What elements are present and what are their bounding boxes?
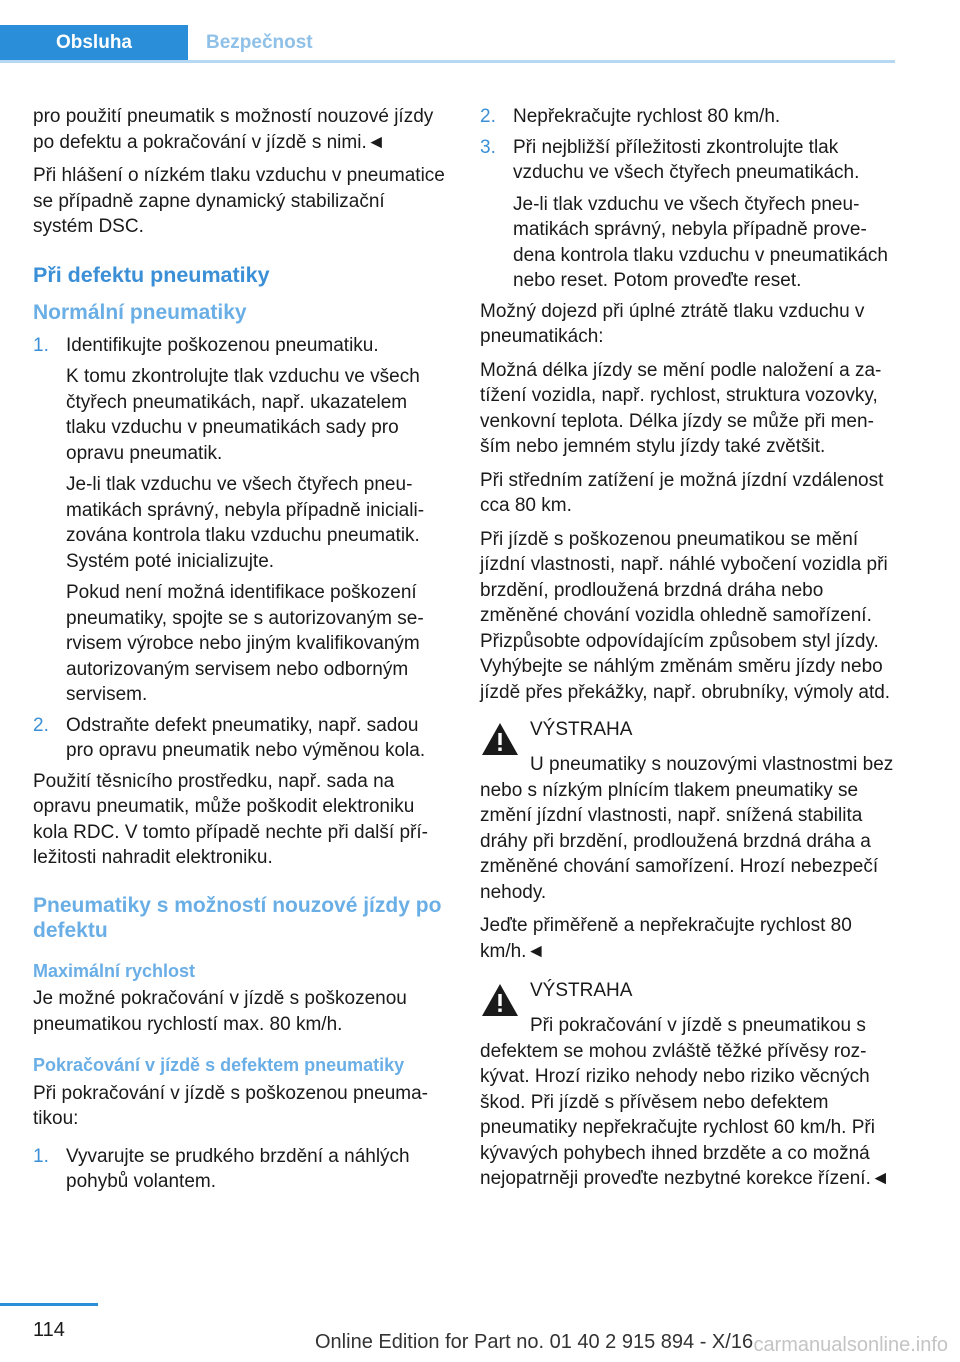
list-item-text: Nepřekračujte rychlost 80 km/h.	[513, 106, 781, 127]
list-item-text: Je-li tlak vzduchu ve všech čtyřech pneumatikách správný, nebyla případně provedena kontrola tlaku vzduchu v pneumatikách nebo reset. Potom proveďte reset.	[513, 193, 888, 291]
list-item-body	[66, 1144, 445, 1195]
list-item-body	[513, 104, 896, 130]
page-number: 114	[33, 1319, 65, 1341]
max-speed-paragraph: Je možné pokračování v jízdě s poškozenou pneumatikou rychlostí max. 80 km/h.	[33, 988, 407, 1035]
list-item-text: Při nejbližší příležitosti zkontrolujte tlak vzduchu ve všech čtyřech pneumatikách.	[513, 136, 860, 183]
list-item-text: Vyvarujte se prudkého brzdění a náhlých pohybů volantem.	[66, 1145, 410, 1192]
continue-paragraph: Při pokračování v jízdě s poškozenou pneumatikou:	[33, 1082, 428, 1129]
list-item	[33, 713, 445, 764]
numbered-list-1	[33, 333, 445, 764]
list-item-text: Identifikujte poškozenou pneumatiku.	[66, 334, 379, 356]
list-item-text: K tomu zkontrolujte tlak vzduchu ve všech čtyřech pneumatikách, např. ukazatelem tlaku vzduchu v pneumatikách sady pro opravu pneumatik.	[66, 366, 420, 464]
list-number: 1.	[33, 1145, 49, 1167]
watermark-text: carmanualsonline.info	[753, 1334, 948, 1356]
list-item-text: Pokud není možná identifikace poškození pneumatiky, spojte se s autorizovaným servisem výrobce nebo jiným kvalifikovaným autorizovaným servisem nebo odborným servisem.	[66, 582, 424, 705]
handling-paragraph: Při jízdě s poškozenou pneumatikou se mění jízdní vlastnosti, např. náhlé vybočení vozidla při brzdění, prodloužená brzdná dráha nebo změněné chování vozidla ohledně samořízení. Přizpůsobte odpovídajícím způsobem styl jízdy. Vyhýbejte se náhlým změnám směru jízdy nebo jízdě přes překážky, např. obrubníky, výmoly atd.	[480, 528, 891, 703]
list-number: 3.	[480, 136, 496, 158]
header-tabs	[0, 25, 330, 61]
list-number: 2.	[480, 106, 496, 127]
heading-normal-tyres: Normální pneumatiky	[33, 300, 247, 324]
list-number: 2.	[33, 714, 49, 736]
numbered-list-2	[33, 1144, 445, 1195]
list-item	[33, 333, 445, 708]
warning-title: VÝSTRAHA	[530, 719, 633, 740]
page-number-rule	[0, 1303, 98, 1306]
range-average-paragraph: Při středním zatížení je možná jízdní vzdálenost cca 80 km.	[480, 469, 884, 516]
heading-runflat: Pneumatiky s možností nouzové jízdy po defektu	[33, 893, 442, 942]
warning-text-2: Jeďte přiměřeně a nepřekračujte rychlost 80 km/h.◄	[480, 915, 852, 962]
warning-text	[480, 1013, 896, 1192]
numbered-list-3	[480, 104, 896, 294]
list-number: 1.	[33, 334, 49, 356]
list-item-body	[513, 135, 896, 294]
list-item-body	[66, 333, 445, 708]
intro-paragraph-2: Při hlášení o nízkém tlaku vzduchu v pneumatice se případně zapne dynamický stabilizační systém DSC.	[33, 165, 445, 237]
left-column	[33, 104, 445, 1200]
warning-triangle-icon	[480, 982, 520, 1018]
warning-triangle-icon	[480, 721, 520, 757]
list-item-text: Odstraňte defekt pneumatiky, např. sadou pro opravu pneumatik nebo výměnou kola.	[66, 714, 426, 761]
list-item	[33, 1144, 445, 1195]
heading-continue-driving: Pokračování v jízdě s defektem pneumatiky	[33, 1055, 405, 1075]
warning-block-1	[480, 717, 896, 964]
list-item	[480, 104, 896, 130]
warning-title: VÝSTRAHA	[530, 980, 633, 1001]
tab-bezpecnost[interactable]: Bezpečnost	[206, 32, 313, 53]
list-item	[480, 135, 896, 294]
tab-obsluha[interactable]: Obsluha	[0, 25, 188, 61]
range-detail-paragraph: Možná délka jízdy se mění podle naložení a zatížení vozidla, např. rychlost, struktura vozovky, venkovní teplota. Délka jízdy se může při menším nebo jemném stylu jízdy také zvětšit.	[480, 359, 882, 457]
right-column	[480, 104, 896, 1206]
list-item-body	[66, 713, 445, 764]
sealant-paragraph: Použití těsnicího prostředku, např. sada na opravu pneumatik, může poškodit elektroniku kola RDC. V tomto případě nechte při další příležitosti nahradit elektroniku.	[33, 770, 428, 868]
range-heading-paragraph: Možný dojezd při úplné ztrátě tlaku vzduchu v pneumatikách:	[480, 300, 865, 347]
warning-text-content: U pneumatiky s nouzovými vlastnostmi bez nebo s nízkým plnícím tlakem pneumatiky se změní jízdní vlastnosti, např. snížená stabilita dráhy při brzdění, prodloužená brzdná dráha a změněné chování samořízení. Hrozí nebezpečí nehody.	[480, 754, 894, 903]
edition-footer: Online Edition for Part no. 01 40 2 915 894 - X/16	[315, 1331, 754, 1353]
warning-text	[480, 752, 896, 905]
intro-paragraph-1: pro použití pneumatik s možností nouzové jízdy po defektu a pokračování v jízdě s nimi.◄	[33, 106, 434, 153]
heading-max-speed: Maximální rychlost	[33, 960, 196, 981]
warning-block-2	[480, 978, 896, 1192]
list-item-text: Je-li tlak vzduchu ve všech čtyřech pneumatikách správný, nebyla případně inicializována kontrola tlaku vzduchu pneumatik. Systém poté inicializujte.	[66, 474, 425, 572]
heading-defect: Při defektu pneumatiky	[33, 262, 270, 287]
header-rule	[0, 60, 895, 63]
warning-text-content: Při pokračování v jízdě s pneumatikou s defektem se mohou zvláště těžké přívěsy rozkývat. Hrozí riziko nehody nebo riziko věcných škod. Při jízdě s přívěsem nebo defektem pneumatiky nepřekračujte rychlost 60 km/h. Při kývavých pohybech ihned brzděte a co možná nejopatrněji proveďte nezbytné korekce řízení.◄	[480, 1015, 890, 1189]
